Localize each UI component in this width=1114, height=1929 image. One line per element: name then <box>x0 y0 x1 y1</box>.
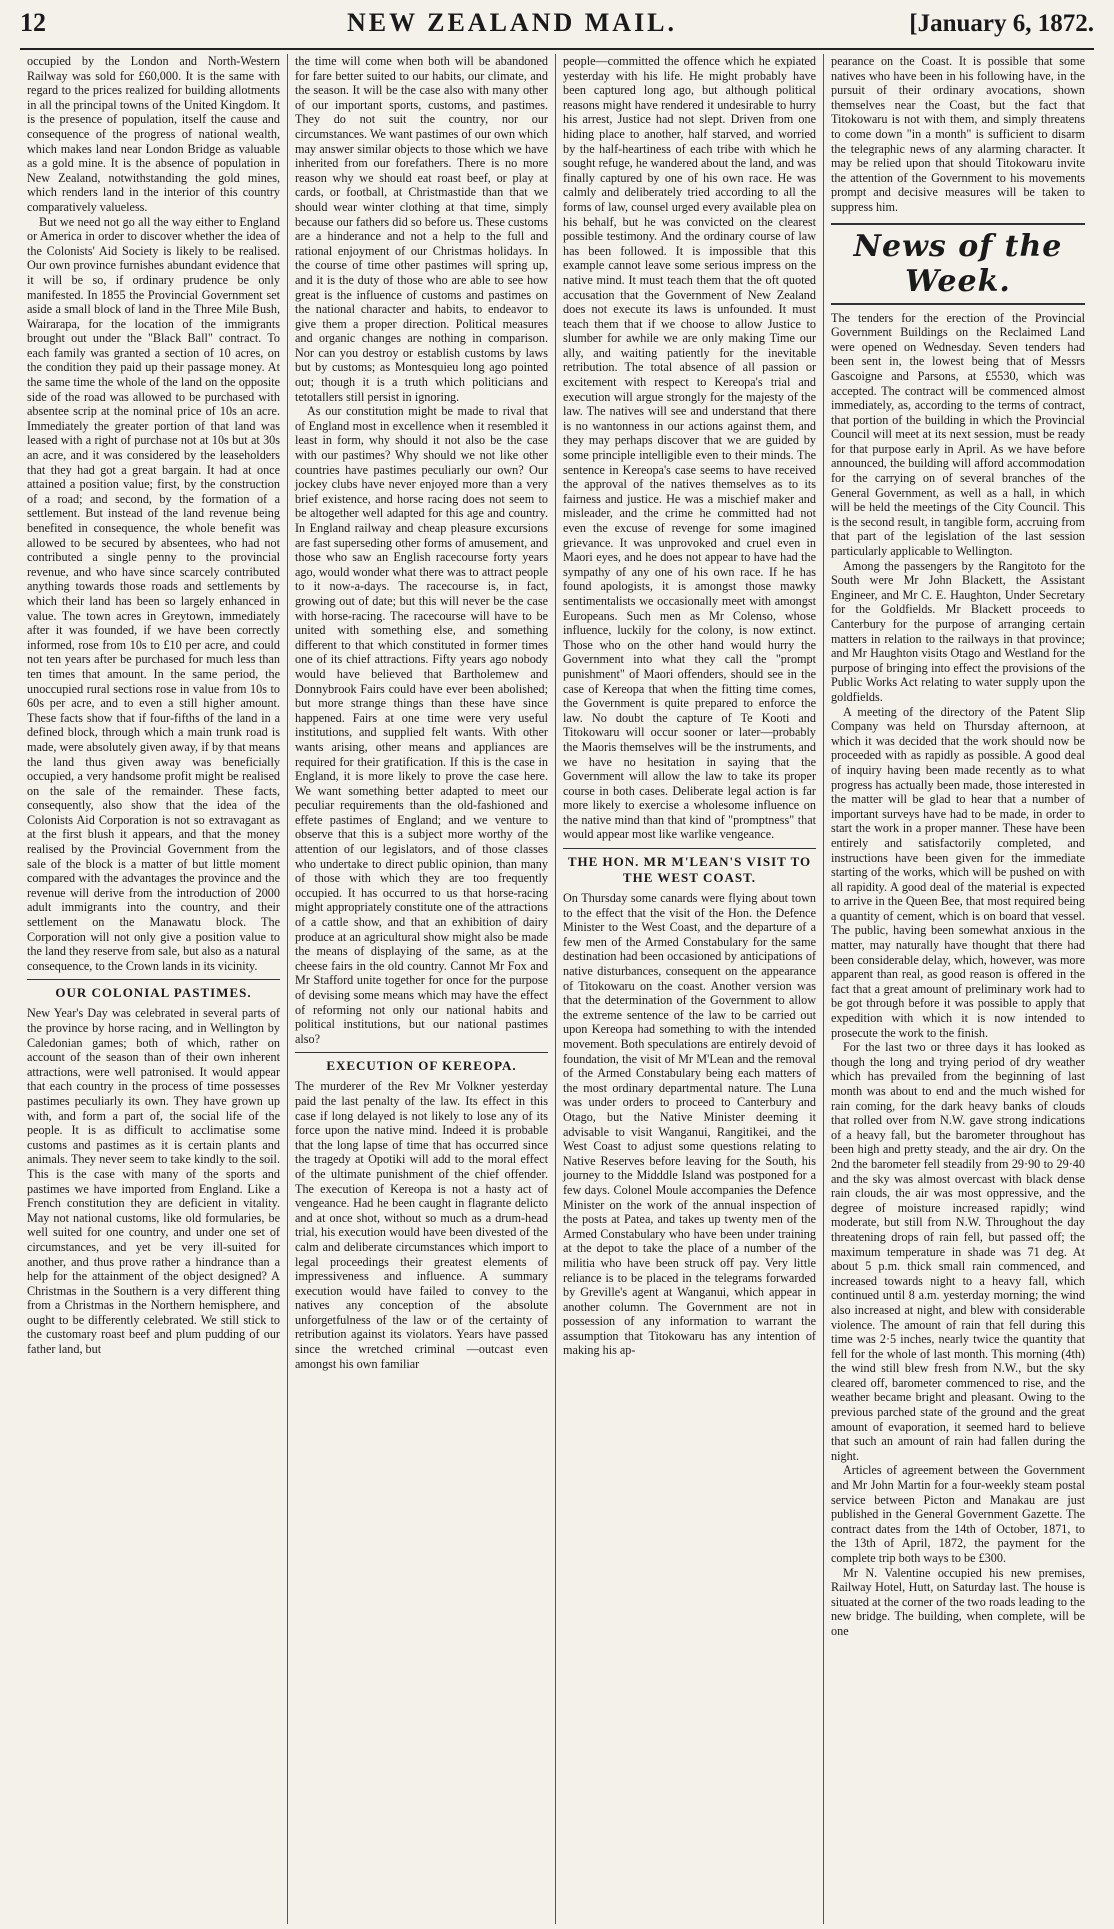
page-number: 12 <box>20 8 46 37</box>
issue-date: [January 6, 1872. <box>909 10 1094 37</box>
article-paragraph: But we need not go all the way either to England or America in order to discover whether the idea of the Colonists' Aid Society is likely to be realised. Our own province furnishes abundant evidence that it will be so, if ordinary prudence be only manifested. In 1855 the Provincial Government set aside a small block of land in the Three Mile Bush, Wairarapa, for the location of the immigrants brought out under the "Black Ball" contract. To each family was granted a section of 10 acres, on the condition they paid up their passage money. At the same time the whole of the land on the opposite side of the road was allowed to be purchased with absentee scrip at the nominal price of 10s an acre. Immediately the greater portion of that land was leased with a right of purchase not at 10s but at 30s an acre, and it was considered by the leaseholders that they had got a great bargain. It had at once attained a position value; first, by the construction of a road; and second, by the formation of a settlement. But instead of the land revenue being benefited in consequence, the whole benefit was allowed to be secured by absentees, who had not contributed a single penny to the provincial revenue, and who have since scarcely contributed anything towards those roads and settlements by which their land has been so largely enhanced in value. The town acres in Greytown, immediately after it was founded, if we have been correctly informed, rose from 10s to £10 per acre, and could not ten years after be purchased for much less than ten times that amount. In the same period, the unoccupied rural sections rose in value from 10s to 60s per acre, and to even a still higher amount. These facts show that if four-fifths of the land in a defined block, through which a main trunk road is made, were absolutely given away, if by that means the land thus given away was beneficially occupied, a very handsome profit might be realised on the sale of the remainder. These facts, consequently, also show that the idea of the Colonists Aid Corporation is not so extravagant as at the first blush it appears, and that the money realised by the Provincial Government from the sale of the block is a matter of but little moment compared with the advantages the province and the revenue will derive from the introduction of 2000 adult immigrants into the country, and their settlement on the Manawatu block. The Corporation will not only give a position value to the land they reserve from sale, but also as a natural consequence, to the Crown lands in its vicinity. <box>27 214 280 973</box>
column-1 <box>20 54 288 1924</box>
article-paragraph: Articles of agreement between the Government and Mr John Martin for a four-weekly steam postal service between Picton and Manakau are just published in the General Government Gazette. The contract dates from the 14th of October, 1871, to the 13th of April, 1872, the payment for the complete trip both ways to be £300. <box>831 1463 1085 1565</box>
article-paragraph: Mr N. Valentine occupied his new premises, Railway Hotel, Hutt, on Saturday last. The house is situated at the corner of the two roads leading to the new bridge. The building, when complete, will be one <box>831 1565 1085 1638</box>
article-paragraph: the time will come when both will be abandoned for fare better suited to our habits, our climate, and the season. It will be the case also with many other of our important sports, customs, and pastimes. They do not suit the country, nor our circumstances. We want pastimes of our own which may answer similar objects to those which we have inherited from our forefathers. There is no more reason why we should eat roast beef, or play at cards, or football, at Christmastide than that we should wear winter clothing at that time, simply because our fathers did so before us. These customs are a hinderance and not a help to the full and rational enjoyment of our Christmas holidays. In the course of time other pastimes will spring up, and it is the duty of those who are able to see how great is the influence of customs and pastimes on the national character and habits, to endeavor to give them a proper direction. Political measures and organic changes are nothing in comparison. Nor can you destroy or establish customs by laws but by customs; as Montesquieu long ago pointed out; though it is a truth which politicians and tetotallers still persist in ignoring. <box>295 54 548 404</box>
article-heading: EXECUTION OF KEREOPA. <box>295 1052 548 1074</box>
columns <box>20 54 1094 1924</box>
article-paragraph: people—committed the offence which he expiated yesterday with his life. He might probably have been captured long ago, but although political reasons might have rendered it undesirable to hurry his arrest, Justice had not slept. Driven from one hiding place to another, half starved, and worried by the half-heartiness of each tribe with which he sought refuge, he wandered about the land, and was finally captured by one of his own race. He was calmly and deliberately tried according to all the forms of law, counsel urged every available plea on his behalf, but he was convicted on the clearest possible testimony. And the ordinary course of law has been followed. It is impossible that this example cannot leave some serious impress on the native mind. It must teach them that the oft quoted accusation that the Government of New Zealand does not execute its laws is unfounded. It must teach them that if we choose to allow Justice to slumber for awhile we are only making Time our ally, and waiting patiently for the inevitable retribution. The total absence of all passion or excitement with respect to Kereopa's trial and execution will argue strongly for the majesty of the law. The natives will see and understand that there is no wantonness in our actions against them, and they may perhaps discover that we are guided by some principle intelligible even to their minds. The sentence in Kereopa's case seems to have received the approval of the natives themselves as to its fairness and justice. He was a mischief maker and misleader, and the crime he committed had not even the excuse of revenge for some imagined grievance. It was unprovoked and cruel even in Maori eyes, and he does not appear to have had the sympathy of any one of his own race. If he has found apologists, it is amongst those mawky sentimentalists we occasionally meet with amongst Europeans. Such men as Mr Colenso, whose influence, luckily for the colony, is now extinct. Those who on the other hand would hurry the Government into what they call the "prompt punishment" of Maori offenders, should see in the case of Kereopa that when the fitting time comes, the Government is quite prepared to enforce the law. No doubt the capture of Te Kooti and Titokowaru will occur sooner or later—probably the Maoris themselves will be the instruments, and we have no hesitation in saying that the Government will allow the law to take its proper course in both cases. Deliberate legal action is far more likely to exercise a wholesome influence on the native mind than that kind of "promptness" that would appear most like warlike vengeance. <box>563 54 816 842</box>
article-paragraph: As our constitution might be made to rival that of England most in excellence when it resembled it least in form, why should it not also be the case with our pastimes? Why should we not like other countries have pastimes peculiarly our own? Our jockey clubs have never enjoyed more than a very brief existence, and horse racing does not seem to be altogether well adapted for this age and country. In England railway and cheap pleasure excursions are fast superseding other forms of amusement, and those who saw an English racecourse forty years ago, would wonder what there was to attract people to it now-a-days. The racecourse is, in fact, growing out of date; but this will never be the case with horse-racing. The racecourse will have to be united with something else, and something different to that which constituted in former times one of its chief attractions. Fifty years ago nobody would have believed that Bartholemew and Donnybrook Fairs could have ever been abolished; but more strange things than these have since happened. Fairs at one time were very useful institutions, and supplied felt wants. With other wants arising, other means and appliances are required for their gratification. If this is the case in England, it is more likely to prove the case here. We want something better adapted to meet our peculiar requirements than the old-fashioned and effete pastimes of England; and we venture to observe that this is a subject more worthy of the attention of our legislators, and of those classes who undertake to direct public opinion, than many of those with which they are too frequently occupied. It has occurred to us that horse-racing might appropriately constitute one of the attractions of a cattle show, and that an exhibition of dairy produce at an agricultural show might also be made the means of displaying of the same, as at the cheese fairs in the old country. Cannot Mr Fox and Mr Stafford unite together for once for the purpose of devising some means which may have the effect of reforming not only our national habits and political institutions, but our national pastimes also? <box>295 404 548 1046</box>
article-heading: OUR COLONIAL PASTIMES. <box>27 979 280 1001</box>
article-paragraph: Among the passengers by the Rangitoto for the South were Mr John Blackett, the Assistant Engineer, and Mr C. E. Haughton, Under Secretary for the Goldfields. Mr Blackett proceeds to Canterbury for the purpose of arranging certain matters in relation to the railways in that province; and Mr Haughton visits Otago and Westland for the purpose of bringing into effect the provisions of the Public Works Act relating to water supply upon the goldfields. <box>831 558 1085 704</box>
newspaper-title: NEW ZEALAND MAIL. <box>346 8 678 37</box>
article-paragraph: occupied by the London and North-Western Railway was sold for £60,000. It is the same with regard to the prices realized for building allotments in all the principal towns of the United Kingdom. It is the presence of population, itself the cause and consequence of the progress of national wealth, which makes land near London Bridge as valuable as a gold mine. It is the absence of population in New Zealand, notwithstanding the gold mines, which renders land in the interior of this country comparatively valueless. <box>27 54 280 214</box>
article-paragraph: pearance on the Coast. It is possible that some natives who have been in his following have, in the pursuit of their ordinary avocations, shown themselves near the Coast, but the fact that Titokowaru is not with them, and simply threatens to come down "in a month" is sufficient to disarm the telegraphic news of any alarming character. It may be relied upon that should Titokowaru invite the attention of the Government to his movements prompt and decisive measures will be taken to suppress him. <box>831 54 1085 214</box>
masthead <box>20 8 1094 50</box>
article-paragraph: New Year's Day was celebrated in several parts of the province by horse racing, and in Wellington by Caledonian games; both of which, rather on account of the season than of their own inherent attractions, were well patronised. It would appear that each country in the process of time possesses pastimes peculiarly its own. They have grown up with, and form a part of, the social life of the people. It is as difficult to acclimatise some customs and pastimes as it is certain plants and animals. They never seem to take kindly to the soil. This is the case with many of the sports and pastimes we have imported from England. Like a French constitution they are deficient in vitality. May not national customs, like old formularies, be well suited for one country, and under one set of circumstances, and yet be very ill-suited for another, and thus prove rather a hindrance than a help for the attainment of the object designed? A Christmas in the Southern is a very different thing from a Christmas in the Northern hemisphere, and ought to be differently celebrated. We still stick to the customary roast beef and plum pudding of our father land, but <box>27 1006 280 1357</box>
article-paragraph: On Thursday some canards were flying about town to the effect that the visit of the Hon. the Defence Minister to the West Coast, and the departure of a few men of the Armed Constabulary for the same destination had been occasioned by anticipations of native disturbances, consequent on the appearance of Titokowaru on the coast. Another version was that the determination of the Government to allow the extreme sentence of the law to be carried out upon Kereopa had something to with the intended movement. Both speculations are entirely devoid of foundation, the visit of Mr M'Lean and the removal of the Armed Constabulary being each matters of the most ordinary departmental nature. The Luna was under orders to proceed to Canterbury and Otago, but the Native Minister deeming it advisable to visit Wanganui, Rangitikei, and the West Coast to adjust some questions relating to Native Reserves before leaving for the South, his journey to the Midddle Island was postponed for a few days. Colonel Moule accompanies the Defence Minister on the work of the annual inspection of the posts at Patea, and takes up twenty men of the Armed Constabulary who have been under training at the depot to take the place of a number of the militia who have been struck off pay. Very little reliance is to be placed in the telegrams forwarded by Greville's agent at Wanganui, which appear in another column. The Government are not in possession of any information to warrant the assumption that Titokowaru has any intention of making his ap- <box>563 891 816 1358</box>
column-4 <box>824 54 1092 1924</box>
column-3 <box>556 54 824 1924</box>
article-heading: THE HON. MR M'LEAN'S VISIT TO THE WEST COAST. <box>563 848 816 886</box>
section-heading: News of the Week. <box>831 223 1085 305</box>
article-paragraph: The tenders for the erection of the Provincial Government Buildings on the Reclaimed Land were opened on Wednesday. Seven tenders had been sent in, the lowest being that of Messrs Gascoigne and Parsons, at £5530, which was accepted. The contract will be commenced almost immediately, as, according to the terms of contract, that portion of the building in which the Provincial Council will meet at its next session, must be ready for that purpose early in April. As we have before announced, the building will afford accommodation for the carrying on of several branches of the General Government, as well as a hall, in which will be held the meetings of the City Council. This is the second result, in tangible form, accruing from that part of the legislation of the last session particularly applicable to Wellington. <box>831 310 1085 559</box>
column-2 <box>288 54 556 1924</box>
article-paragraph: The murderer of the Rev Mr Volkner yesterday paid the last penalty of the law. Its effect in this case if long delayed is not likely to lose any of its force upon the native mind. Indeed it is probable that the long lapse of time that has occurred since the tragedy at Opotiki will add to the moral effect of the ultimate punishment of the chief offender. The execution of Kereopa is not a hasty act of vengeance. Had he been caught in flagrante delicto and at once shot, without so much as a drum-head trial, his execution would have been divested of the calm and deliberate circumstances which import to legal proceedings their greatest elements of impressiveness and influence. A summary execution would have failed to convey to the natives any conception of the absolute unforgetfulness of the law or of the certainty of retribution against its violators. Years have passed since the wretched criminal —outcast even amongst his own familiar <box>295 1079 548 1371</box>
article-paragraph: A meeting of the directory of the Patent Slip Company was held on Thursday afternoon, at which it was decided that the work should now be proceeded with as rapidly as possible. A good deal of inquiry having been made recently as to what progress has actually been made, those interested in the matter will be glad to hear that a number of important surveys have had to be made, in order to start the work in a proper manner. These have been entirely and satisfactorily completed, and instructions have been given for the immediate starting of the works, which will be pushed on with all rapidity. A good deal of the material is expected to arrive in the Queen Bee, that most required being a quantity of cement, which is on board that vessel. The public, having been somewhat anxious in the matter, may naturally have thought that there had been considerable delay, which, however, was more apparent than real, as good reason is offered in the fact that a great amount of preliminary work had to be got through before it was possible to apply that expedition with which it is now intended to prosecute the work to the finish. <box>831 704 1085 1040</box>
article-paragraph: For the last two or three days it has looked as though the long and trying period of dry weather which has prevailed from the beginning of last month was about to end and the much wished for rain coming, for the dark heavy banks of clouds that rolled over from N.W. gave strong indications of a heavy fall, but the barometer throughout has been high and pretty steady, and the air dry. On the 2nd the barometer fell steadily from 29·90 to 29·40 and the sky was almost overcast with black dense rain clouds, the air was most oppressive, and the degree of moisture increased rapidly; wind moderate, but still from N.W. Throughout the day threatening drops of rain fell, but passed off; the maximum temperature in shade was 71 deg. At about 5 p.m. thick small rain commenced, and increased towards night to a heavy fall, which continued until 8 a.m. yesterday morning; the wind also increased at night, and blew with considerable violence. The amount of rain that fell during this time was 2·5 inches, nearly twice the quantity that fell for the whole of last month. This morning (4th) the wind still blew fresh from N.W., but the sky cleared off, barometer commenced to rise, and the weather became bright and pleasant. Owing to the previous parched state of the ground and the great amount of evaporation, it seemed hard to believe that such an amount of rain had fallen during the night. <box>831 1040 1085 1463</box>
